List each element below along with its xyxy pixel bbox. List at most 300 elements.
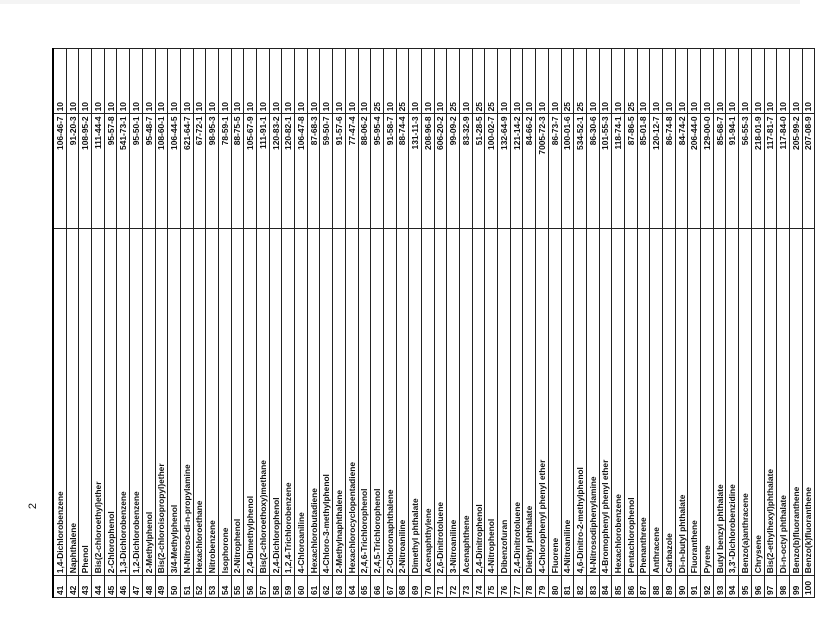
cas-number-cell: 111-44-4 <box>92 114 105 228</box>
value-cell: 10 <box>358 49 371 114</box>
cas-number-cell: 207-08-9 <box>802 114 815 228</box>
value-cell: 10 <box>548 49 561 114</box>
compound-name-cell: 2-Nitrophenol <box>231 228 244 576</box>
compound-name-cell: Isophorone <box>218 228 231 576</box>
row-number-cell: 63 <box>333 576 346 598</box>
row-number-cell: 54 <box>218 576 231 598</box>
cas-number-cell: 95-50-1 <box>130 114 143 228</box>
compound-name-cell: 4-Nitroaniline <box>561 228 574 576</box>
cas-number-cell: 91-94-1 <box>726 114 739 228</box>
cas-number-cell: 100-01-6 <box>561 114 574 228</box>
table-row <box>599 49 612 598</box>
compound-name-cell: 1,2-Dichlorobenzene <box>130 228 143 576</box>
compound-name-cell: Anthracene <box>650 228 663 576</box>
compound-name-cell: 2-Chloronaphthalene <box>383 228 396 576</box>
cas-number-cell: 77-47-4 <box>345 114 358 228</box>
compound-name-cell: Dibenzofuran <box>498 228 511 576</box>
compound-name-cell: Nitrobenzene <box>206 228 219 576</box>
row-number-cell: 45 <box>104 576 117 598</box>
compound-name-cell: 1,2,4-Trichlorobenzene <box>282 228 295 576</box>
row-number-cell: 83 <box>586 576 599 598</box>
compound-name-cell: Phenanthrene <box>637 228 650 576</box>
value-cell: 10 <box>421 49 434 114</box>
cas-number-cell: 88-06-2 <box>358 114 371 228</box>
value-cell: 10 <box>663 49 676 114</box>
cas-number-cell: 99-09-2 <box>447 114 460 228</box>
value-cell: 10 <box>79 49 92 114</box>
compound-name-cell: Butyl benzyl phthalate <box>713 228 726 576</box>
cas-number-cell: 101-55-3 <box>599 114 612 228</box>
cas-number-cell: 86-30-6 <box>586 114 599 228</box>
row-number-cell: 46 <box>117 576 130 598</box>
table-row <box>130 49 143 598</box>
table-row <box>345 49 358 598</box>
table-row <box>218 49 231 598</box>
cas-number-cell: 131-11-3 <box>409 114 422 228</box>
row-number-cell: 51 <box>180 576 193 598</box>
table-row <box>764 49 777 598</box>
table-row <box>713 49 726 598</box>
value-cell: 10 <box>751 49 764 114</box>
table-row <box>650 49 663 598</box>
compound-name-cell: 4-Bromophenyl phenyl ether <box>599 228 612 576</box>
row-number-cell: 56 <box>244 576 257 598</box>
compound-name-cell: Pyrene <box>701 228 714 576</box>
compound-name-cell: Hexachlorocyclopentadiene <box>345 228 358 576</box>
value-cell: 10 <box>231 49 244 114</box>
table-row <box>257 49 270 598</box>
compound-name-cell: Pentachlorophenol <box>624 228 637 576</box>
value-cell: 10 <box>713 49 726 114</box>
scan-edge <box>0 0 800 4</box>
value-cell: 10 <box>739 49 752 114</box>
value-cell: 10 <box>53 49 66 114</box>
table-row <box>637 49 650 598</box>
cas-number-cell: 206-44-0 <box>688 114 701 228</box>
cas-number-cell: 105-67-9 <box>244 114 257 228</box>
compound-name-cell: Fluorene <box>548 228 561 576</box>
cas-number-cell: 84-74-2 <box>675 114 688 228</box>
row-number-cell: 100 <box>802 576 815 598</box>
row-number-cell: 72 <box>447 576 460 598</box>
cas-number-cell: 120-12-7 <box>650 114 663 228</box>
cas-number-cell: 117-81-7 <box>764 114 777 228</box>
value-cell: 10 <box>637 49 650 114</box>
table-row <box>612 49 625 598</box>
row-number-cell: 91 <box>688 576 701 598</box>
table-row <box>498 49 511 598</box>
cas-number-cell: 129-00-0 <box>701 114 714 228</box>
table-row <box>561 49 574 598</box>
row-number-cell: 81 <box>561 576 574 598</box>
row-number-cell: 74 <box>472 576 485 598</box>
compound-name-cell: 2,6-Dinitrotoluene <box>434 228 447 576</box>
compound-name-cell: Acenaphthylene <box>421 228 434 576</box>
row-number-cell: 42 <box>66 576 79 598</box>
cas-number-cell: 88-75-5 <box>231 114 244 228</box>
table-row <box>460 49 473 598</box>
value-cell: 10 <box>206 49 219 114</box>
value-cell: 10 <box>168 49 181 114</box>
compound-name-cell: 4,6-Dinitro-2-methylphenol <box>574 228 587 576</box>
cas-number-cell: 606-20-2 <box>434 114 447 228</box>
row-number-cell: 92 <box>701 576 714 598</box>
row-number-cell: 94 <box>726 576 739 598</box>
row-number-cell: 88 <box>650 576 663 598</box>
table-row <box>586 49 599 598</box>
cas-number-cell: 534-52-1 <box>574 114 587 228</box>
value-cell: 25 <box>447 49 460 114</box>
compound-name-cell: Diethyl phthalate <box>523 228 536 576</box>
compound-name-cell: Bis(2-chloroethoxy)methane <box>257 228 270 576</box>
value-cell: 10 <box>117 49 130 114</box>
value-cell: 10 <box>409 49 422 114</box>
row-number-cell: 87 <box>637 576 650 598</box>
table-row <box>231 49 244 598</box>
compound-name-cell: Acenaphthene <box>460 228 473 576</box>
row-number-cell: 97 <box>764 576 777 598</box>
compound-name-cell: 1,4-Dichlorobenzene <box>53 228 66 576</box>
value-cell: 10 <box>650 49 663 114</box>
table-row <box>79 49 92 598</box>
compound-name-cell: N-Nitroso-di-n-propylamine <box>180 228 193 576</box>
row-number-cell: 93 <box>713 576 726 598</box>
value-cell: 10 <box>66 49 79 114</box>
page-number: 2 <box>27 502 40 510</box>
table-row <box>663 49 676 598</box>
compound-name-cell: 2-Methylphenol <box>142 228 155 576</box>
table-row <box>168 49 181 598</box>
value-cell: 10 <box>295 49 308 114</box>
cas-number-cell: 108-95-2 <box>79 114 92 228</box>
cas-number-cell: 78-59-1 <box>218 114 231 228</box>
cas-number-cell: 118-74-1 <box>612 114 625 228</box>
table-row <box>320 49 333 598</box>
value-cell: 10 <box>701 49 714 114</box>
cas-number-cell: 91-57-6 <box>333 114 346 228</box>
cas-number-cell: 85-01-8 <box>637 114 650 228</box>
row-number-cell: 59 <box>282 576 295 598</box>
cas-number-cell: 95-48-7 <box>142 114 155 228</box>
value-cell: 10 <box>282 49 295 114</box>
row-number-cell: 82 <box>574 576 587 598</box>
compound-name-cell: Chrysene <box>751 228 764 576</box>
compound-name-cell: 2,4-Dimethylphenol <box>244 228 257 576</box>
cas-number-cell: 59-50-7 <box>320 114 333 228</box>
value-cell: 10 <box>586 49 599 114</box>
table-row <box>447 49 460 598</box>
compound-name-cell: 1,3-Dichlorobenzene <box>117 228 130 576</box>
value-cell: 10 <box>345 49 358 114</box>
cas-number-cell: 98-95-3 <box>206 114 219 228</box>
row-number-cell: 73 <box>460 576 473 598</box>
compound-name-cell: 3/4-Methylphenol <box>168 228 181 576</box>
value-cell: 10 <box>802 49 815 114</box>
table-row <box>383 49 396 598</box>
row-number-cell: 85 <box>612 576 625 598</box>
compound-name-cell: 2-Chlorophenol <box>104 228 117 576</box>
cas-number-cell: 7005-72-3 <box>536 114 549 228</box>
table-row <box>574 49 587 598</box>
table-row <box>66 49 79 598</box>
compound-name-cell: Fluoranthene <box>688 228 701 576</box>
value-cell: 10 <box>460 49 473 114</box>
compound-name-cell: 2,4-Dinitrophenol <box>472 228 485 576</box>
table-row <box>434 49 447 598</box>
compound-name-cell: 4-Chloroaniline <box>295 228 308 576</box>
cas-number-cell: 95-95-4 <box>371 114 384 228</box>
row-number-cell: 68 <box>396 576 409 598</box>
cas-number-cell: 86-74-8 <box>663 114 676 228</box>
table-row <box>104 49 117 598</box>
cas-number-cell: 117-84-0 <box>777 114 790 228</box>
compound-name-cell: Dimethyl phthalate <box>409 228 422 576</box>
compound-name-cell: Naphthalene <box>66 228 79 576</box>
table-row <box>751 49 764 598</box>
cas-number-cell: 67-72-1 <box>193 114 206 228</box>
table-row <box>701 49 714 598</box>
table-row <box>358 49 371 598</box>
value-cell: 10 <box>130 49 143 114</box>
value-cell: 10 <box>523 49 536 114</box>
row-number-cell: 48 <box>142 576 155 598</box>
row-number-cell: 62 <box>320 576 333 598</box>
compound-name-cell: 2,4,6-Trichlorophenol <box>358 228 371 576</box>
row-number-cell: 52 <box>193 576 206 598</box>
value-cell: 10 <box>269 49 282 114</box>
value-cell: 10 <box>244 49 257 114</box>
value-cell: 10 <box>193 49 206 114</box>
compound-name-cell: Benzo(b)fluoranthene <box>789 228 802 576</box>
cas-number-cell: 100-02-7 <box>485 114 498 228</box>
table-row <box>548 49 561 598</box>
compound-name-cell: 4-Chlorophenyl phenyl ether <box>536 228 549 576</box>
table-row <box>155 49 168 598</box>
value-cell: 10 <box>257 49 270 114</box>
row-number-cell: 98 <box>777 576 790 598</box>
compound-name-cell: 3-Nitroaniline <box>447 228 460 576</box>
compound-name-cell: Hexachlorobenzene <box>612 228 625 576</box>
compound-name-cell: 2,4-Dinitrotoluene <box>510 228 523 576</box>
row-number-cell: 65 <box>358 576 371 598</box>
table-row <box>510 49 523 598</box>
compound-name-cell: 2-Nitroaniline <box>396 228 409 576</box>
row-number-cell: 79 <box>536 576 549 598</box>
row-number-cell: 47 <box>130 576 143 598</box>
value-cell: 25 <box>561 49 574 114</box>
value-cell: 10 <box>104 49 117 114</box>
value-cell: 10 <box>675 49 688 114</box>
value-cell: 10 <box>92 49 105 114</box>
cas-number-cell: 86-73-7 <box>548 114 561 228</box>
cas-number-cell: 111-91-1 <box>257 114 270 228</box>
value-cell: 25 <box>396 49 409 114</box>
value-cell: 10 <box>383 49 396 114</box>
cas-number-cell: 91-58-7 <box>383 114 396 228</box>
table-row <box>523 49 536 598</box>
compound-name-cell: Di-n-butyl phthalate <box>675 228 688 576</box>
cas-number-cell: 621-64-7 <box>180 114 193 228</box>
cas-number-cell: 51-28-5 <box>472 114 485 228</box>
compound-table-body <box>53 49 815 598</box>
compound-name-cell: 2,4-Dichlorophenol <box>269 228 282 576</box>
table-row <box>295 49 308 598</box>
row-number-cell: 67 <box>383 576 396 598</box>
cas-number-cell: 56-55-3 <box>739 114 752 228</box>
compound-name-cell: Hexachloroethane <box>193 228 206 576</box>
compound-table <box>52 48 815 598</box>
compound-name-cell: Bis(2-chloroethyl)ether <box>92 228 105 576</box>
cas-number-cell: 83-32-9 <box>460 114 473 228</box>
value-cell: 25 <box>574 49 587 114</box>
row-number-cell: 41 <box>53 576 66 598</box>
table-row <box>371 49 384 598</box>
row-number-cell: 58 <box>269 576 282 598</box>
compound-name-cell: Phenol <box>79 228 92 576</box>
cas-number-cell: 541-73-1 <box>117 114 130 228</box>
row-number-cell: 69 <box>409 576 422 598</box>
row-number-cell: 66 <box>371 576 384 598</box>
cas-number-cell: 87-86-5 <box>624 114 637 228</box>
compound-name-cell: 2-Methylnaphthalene <box>333 228 346 576</box>
cas-number-cell: 106-44-5 <box>168 114 181 228</box>
cas-number-cell: 132-64-9 <box>498 114 511 228</box>
table-row <box>396 49 409 598</box>
value-cell: 10 <box>498 49 511 114</box>
table-row <box>333 49 346 598</box>
row-number-cell: 71 <box>434 576 447 598</box>
value-cell: 10 <box>333 49 346 114</box>
table-row <box>688 49 701 598</box>
table-row <box>409 49 422 598</box>
table-row <box>180 49 193 598</box>
cas-number-cell: 95-57-8 <box>104 114 117 228</box>
table-row <box>269 49 282 598</box>
row-number-cell: 99 <box>789 576 802 598</box>
cas-number-cell: 91-20-3 <box>66 114 79 228</box>
value-cell: 10 <box>510 49 523 114</box>
table-row <box>777 49 790 598</box>
table-row <box>307 49 320 598</box>
compound-name-cell: N-Nitrosodiphenylamine <box>586 228 599 576</box>
value-cell: 10 <box>599 49 612 114</box>
table-row <box>206 49 219 598</box>
value-cell: 10 <box>320 49 333 114</box>
table-row <box>675 49 688 598</box>
rotated-table-container <box>52 48 814 598</box>
row-number-cell: 44 <box>92 576 105 598</box>
cas-number-cell: 121-14-2 <box>510 114 523 228</box>
value-cell: 10 <box>536 49 549 114</box>
row-number-cell: 64 <box>345 576 358 598</box>
value-cell: 10 <box>307 49 320 114</box>
cas-number-cell: 205-99-2 <box>789 114 802 228</box>
table-row <box>282 49 295 598</box>
row-number-cell: 77 <box>510 576 523 598</box>
cas-number-cell: 84-66-2 <box>523 114 536 228</box>
row-number-cell: 84 <box>599 576 612 598</box>
row-number-cell: 95 <box>739 576 752 598</box>
table-row <box>117 49 130 598</box>
row-number-cell: 50 <box>168 576 181 598</box>
value-cell: 25 <box>472 49 485 114</box>
cas-number-cell: 120-82-1 <box>282 114 295 228</box>
value-cell: 10 <box>726 49 739 114</box>
value-cell: 10 <box>688 49 701 114</box>
row-number-cell: 43 <box>79 576 92 598</box>
value-cell: 10 <box>142 49 155 114</box>
table-row <box>624 49 637 598</box>
compound-name-cell: 4-Chloro-3-methylphenol <box>320 228 333 576</box>
row-number-cell: 57 <box>257 576 270 598</box>
table-row <box>244 49 257 598</box>
row-number-cell: 60 <box>295 576 308 598</box>
compound-name-cell: Carbazole <box>663 228 676 576</box>
cas-number-cell: 106-47-8 <box>295 114 308 228</box>
row-number-cell: 89 <box>663 576 676 598</box>
table-row <box>789 49 802 598</box>
row-number-cell: 96 <box>751 576 764 598</box>
value-cell: 10 <box>155 49 168 114</box>
row-number-cell: 61 <box>307 576 320 598</box>
table-row <box>193 49 206 598</box>
table-row <box>485 49 498 598</box>
table-row <box>726 49 739 598</box>
table-row <box>536 49 549 598</box>
table-row <box>472 49 485 598</box>
row-number-cell: 70 <box>421 576 434 598</box>
value-cell: 10 <box>789 49 802 114</box>
cas-number-cell: 85-68-7 <box>713 114 726 228</box>
compound-name-cell: Bis(2-chloroisopropyl)ether <box>155 228 168 576</box>
row-number-cell: 86 <box>624 576 637 598</box>
cas-number-cell: 106-46-7 <box>53 114 66 228</box>
row-number-cell: 49 <box>155 576 168 598</box>
value-cell: 10 <box>777 49 790 114</box>
table-row <box>53 49 66 598</box>
row-number-cell: 75 <box>485 576 498 598</box>
compound-name-cell: Benzo(a)anthracene <box>739 228 752 576</box>
row-number-cell: 76 <box>498 576 511 598</box>
compound-name-cell: Benzo(k)fluoranthene <box>802 228 815 576</box>
value-cell: 25 <box>485 49 498 114</box>
row-number-cell: 53 <box>206 576 219 598</box>
value-cell: 10 <box>764 49 777 114</box>
row-number-cell: 80 <box>548 576 561 598</box>
compound-name-cell: Di-n-octyl phthalate <box>777 228 790 576</box>
compound-name-cell: 4-Nitrophenol <box>485 228 498 576</box>
table-row <box>739 49 752 598</box>
table-row <box>92 49 105 598</box>
row-number-cell: 90 <box>675 576 688 598</box>
value-cell: 10 <box>218 49 231 114</box>
cas-number-cell: 208-96-8 <box>421 114 434 228</box>
value-cell: 10 <box>612 49 625 114</box>
compound-name-cell: 2,4,5-Trichlorophenol <box>371 228 384 576</box>
compound-name-cell: Bis(2-ethylhexyl)phthalate <box>764 228 777 576</box>
cas-number-cell: 87-68-3 <box>307 114 320 228</box>
cas-number-cell: 108-60-1 <box>155 114 168 228</box>
row-number-cell: 78 <box>523 576 536 598</box>
table-row <box>802 49 815 598</box>
compound-name-cell: Hexachlorobutadiene <box>307 228 320 576</box>
cas-number-cell: 120-83-2 <box>269 114 282 228</box>
table-row <box>421 49 434 598</box>
value-cell: 25 <box>624 49 637 114</box>
cas-number-cell: 88-74-4 <box>396 114 409 228</box>
table-row <box>142 49 155 598</box>
value-cell: 25 <box>371 49 384 114</box>
